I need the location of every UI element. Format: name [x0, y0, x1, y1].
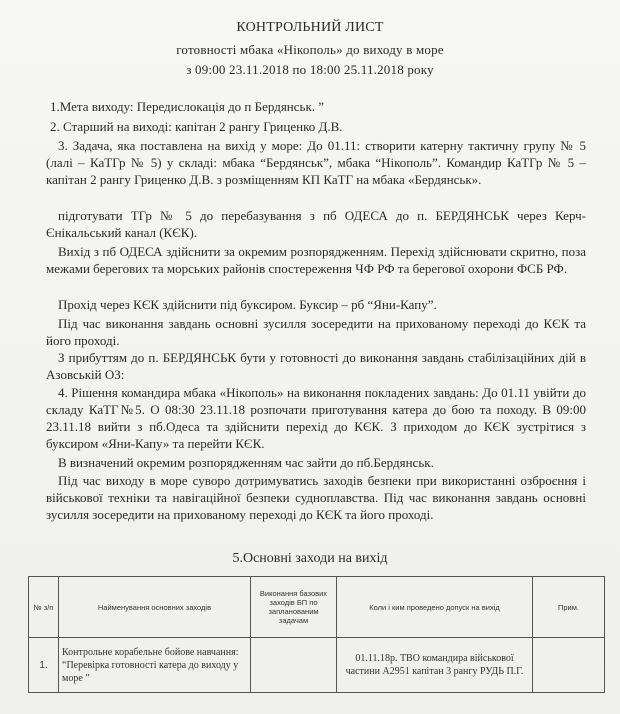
row-note: [533, 638, 605, 693]
document-title: КОНТРОЛЬНИЙ ЛИСТ: [236, 20, 384, 35]
row-admission: 01.11.18р. ТВО командира військової частини А2951 капітан 3 рангу РУДЬ П.Г.: [337, 638, 533, 693]
paragraph-task: 3. Задача, яка поставлена на вихід у море: До 01.11: створити катерну тактичну групу № 5 (лалі – КаТГр № 5) у складі: мбака “Бердянськ”, мбака “Нікополь”. Командир КаТГр № 5 – капітан 2 рангу Гриценко Д.В. з розміщенням КП КаТГ на мбака «Бердянськ».: [46, 138, 586, 187]
document-subtitle: готовності мбака «Нікополь» до виходу в море: [176, 42, 444, 57]
header-note: Прим.: [533, 577, 605, 638]
paragraph-departure: Вихід з пб ОДЕСА здійснити за окремим розпорядженням. Перехід здійснювати скритно, поза межами берегових та морських районів спостереження ЧФ РФ та берегової охорони ФСБ РФ.: [46, 244, 586, 276]
paragraph-prepare: підготувати ТГр № 5 до перебазування з пб ОДЕСА до п. БЕРДЯНСЬК через Керч-Єнікальський канал (КЄК).: [46, 208, 586, 240]
header-admission: Коли і ким проведено допуск на вихід: [337, 577, 533, 638]
row-task: Контрольне корабельне бойове навчання: “Перевірка готовності катера до виходу у море ”: [59, 638, 251, 693]
paragraph-goal: 1.Мета виходу: Передислокація до п Бердянськ. ”: [50, 99, 325, 114]
row-basic: [251, 638, 337, 693]
paragraph-arrival: З прибуттям до п. БЕРДЯНСЬК бути у готовності до виконання завдань стабілізаційних дій в Азовській ОЗ:: [46, 350, 586, 382]
measures-table: [28, 576, 605, 693]
document-period: з 09:00 23.11.2018 по 18:00 25.11.2018 року: [186, 62, 434, 77]
paragraph-berdyansk: В визначений окремим розпорядженням час зайти до пб.Бердянськ.: [58, 455, 434, 470]
header-measures: Найменування основних заходів: [59, 577, 251, 638]
row-number: 1.: [29, 638, 59, 693]
paragraph-decision: 4. Рішення командира мбака «Нікополь» на виконання покладених завдань: До 01.11 увійти до складу КаТГ№5. О 08:30 23.11.18 розпочати приготування катера до бою та походу. В 09:00 23.11.18 вийти з пб.Одеса та здійснити перехід до КЄК. З приходом до КЄК зустрітися з буксиром «Яни-Капу» та перейти КЄК.: [46, 385, 586, 451]
table-row: [29, 638, 605, 693]
paragraph-safety: Під час виходу в море суворо дотримуватись заходів безпеки при використанні озброєння і військової техніки та навігаційної безпеки судноплавства. Під час виконання завдань основні зусилля зосередити на прихованому переході до КЄК та його проході.: [46, 473, 586, 522]
header-number: № з/п: [29, 577, 59, 638]
table-header-row: [29, 577, 605, 638]
header-basic-measures: Виконання базових заходів БП по запланованим задачам: [251, 577, 337, 638]
paragraph-senior: 2. Старший на виході: капітан 2 рангу Гриценко Д.В.: [50, 119, 343, 134]
section-title: 5.Основні заходи на вихід: [232, 551, 388, 566]
paragraph-efforts: Під час виконання завдань основні зусилля зосередити на прихованому переході до КЄК та його проході.: [46, 316, 586, 348]
paragraph-passage: Прохід через КЄК здійснити під буксиром. Буксир – рб “Яни-Капу”.: [58, 297, 437, 312]
